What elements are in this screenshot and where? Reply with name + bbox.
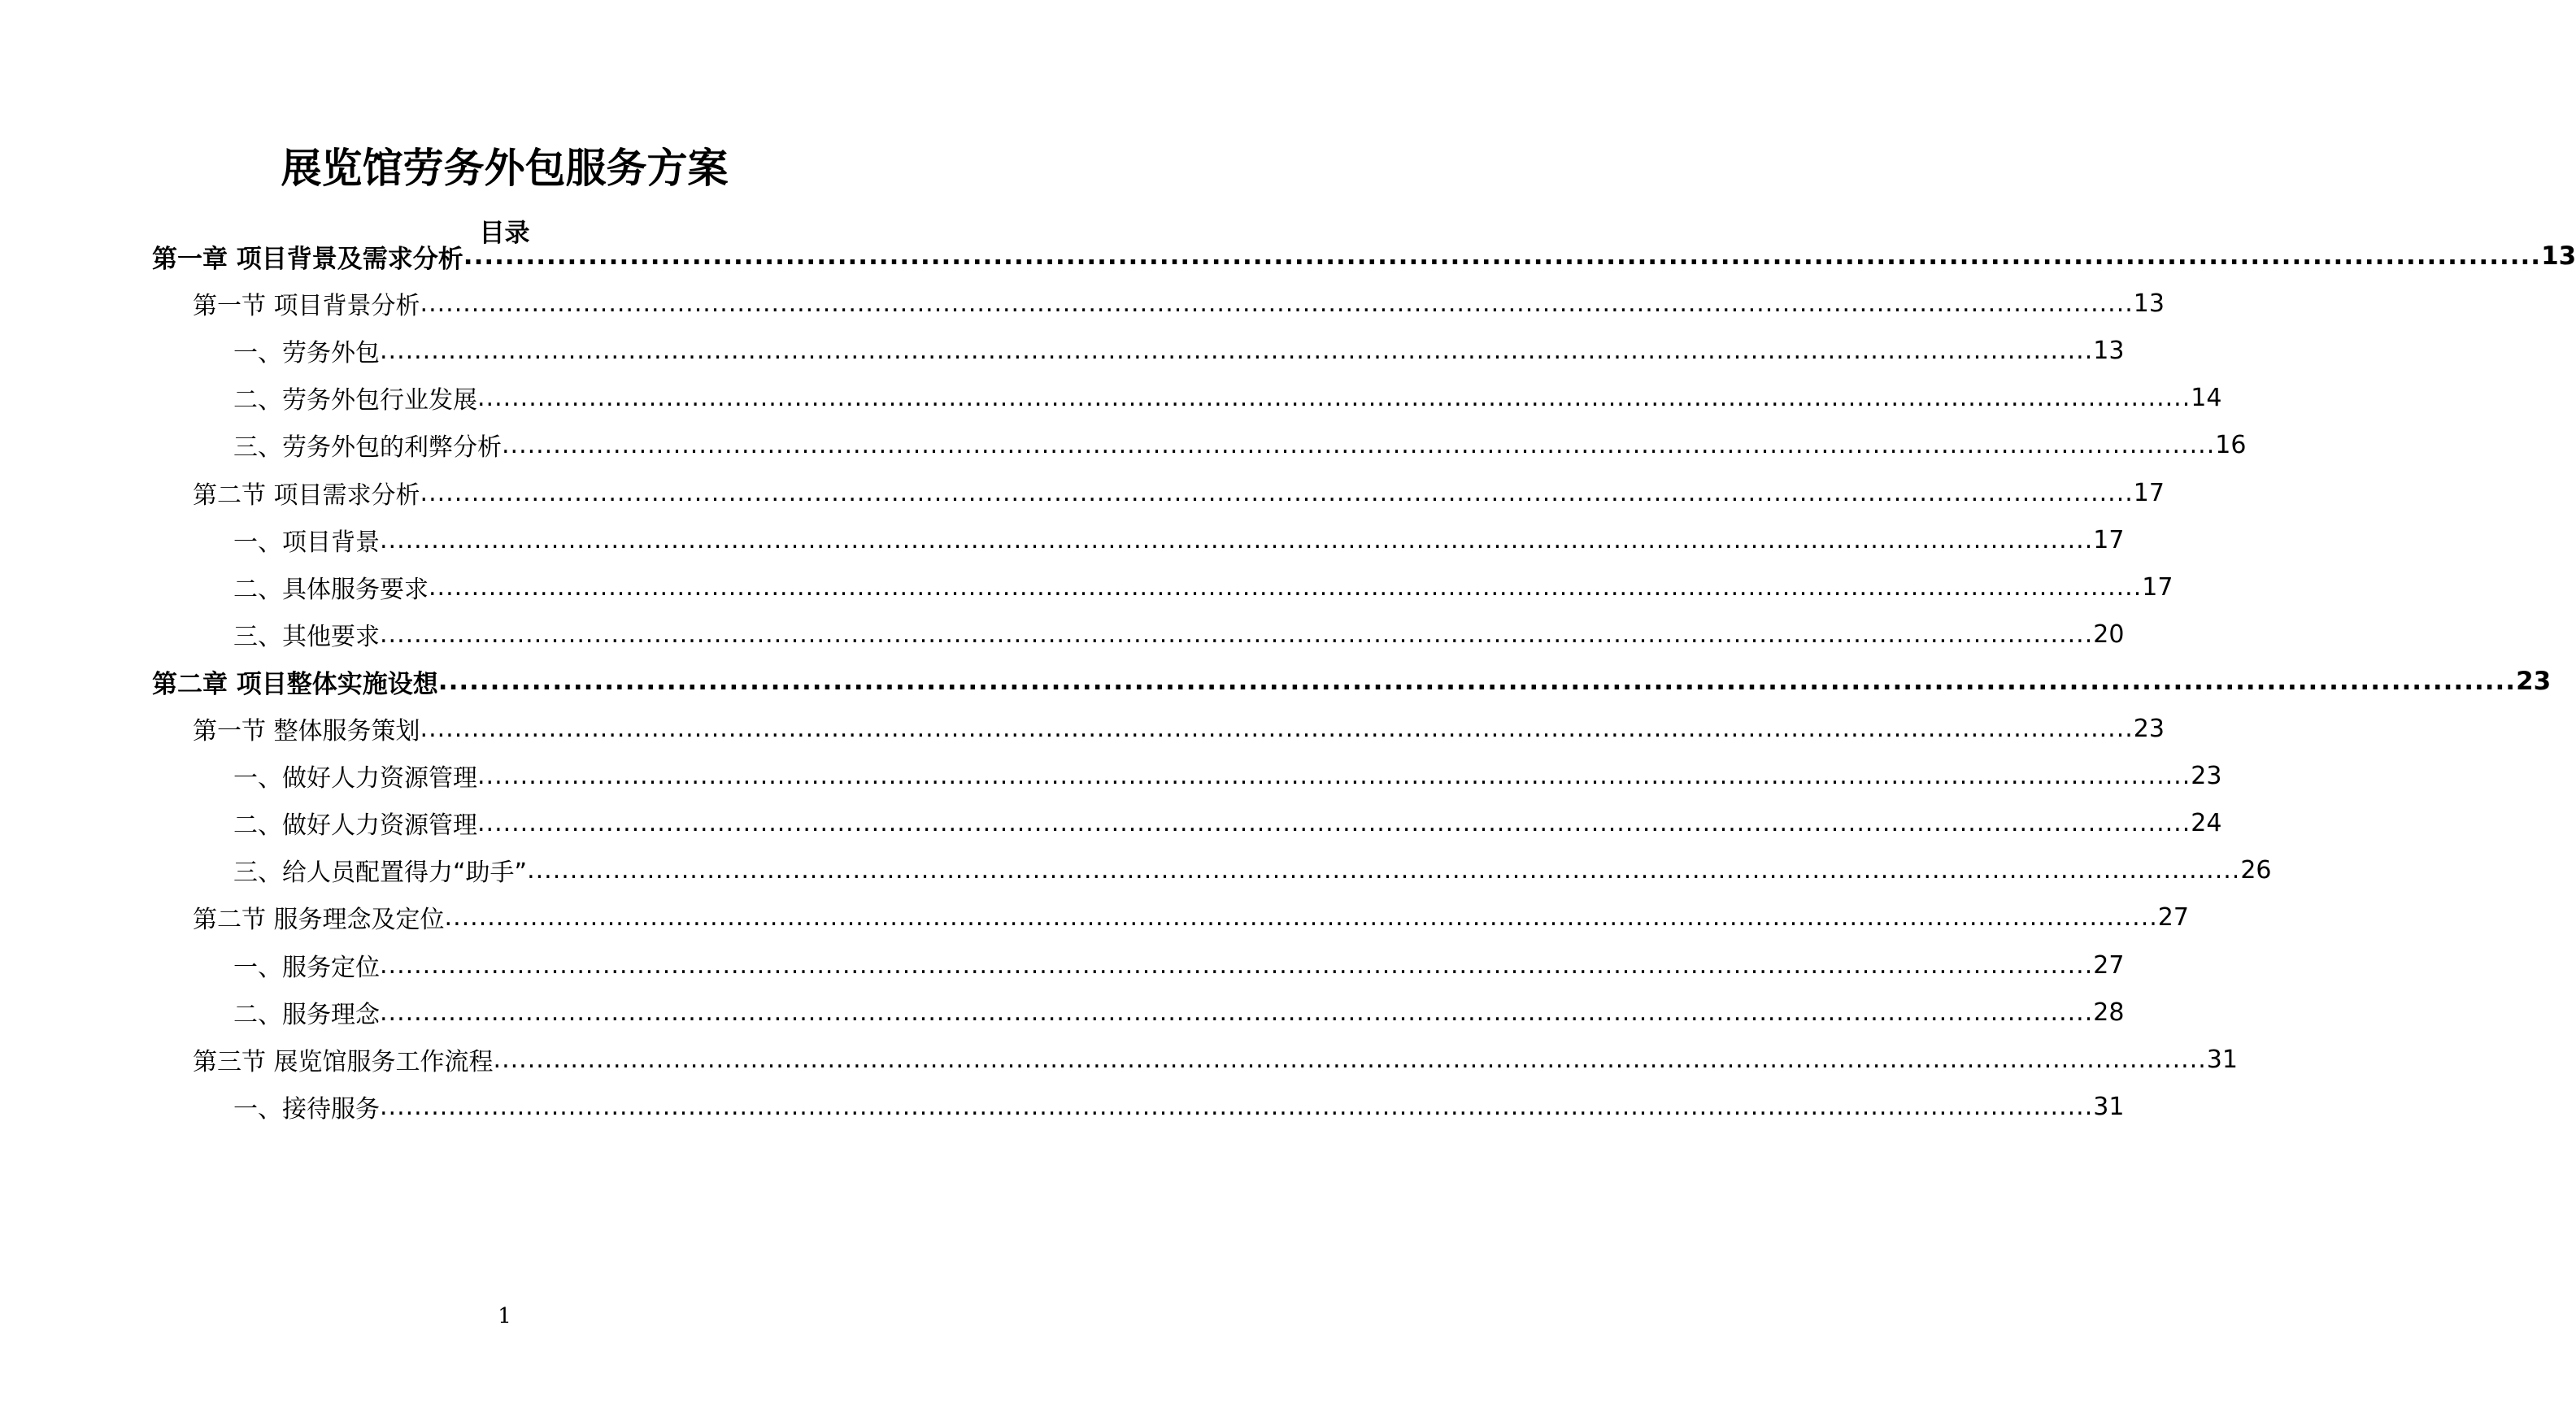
toc-entry[interactable] xyxy=(233,1086,2125,1127)
toc-entry-page: 17 xyxy=(2093,525,2125,554)
toc-entry-label: 二、做好人力资源管理 xyxy=(233,811,477,840)
toc-entry-label: 第二节 项目需求分析 xyxy=(193,481,420,510)
toc-entry[interactable] xyxy=(233,377,2222,418)
toc-entry-page: 13 xyxy=(2133,289,2165,318)
toc-entry[interactable] xyxy=(233,755,2222,796)
toc-entry-page: 16 xyxy=(2215,430,2247,459)
toc-entry-label: 第三节 展览馆服务工作流程 xyxy=(193,1048,494,1076)
toc-entry-page: 13 xyxy=(2093,336,2125,365)
toc-entry-label: 第二节 服务理念及定位 xyxy=(193,906,445,934)
toc-entry-label: 一、项目背景 xyxy=(233,528,380,557)
toc-entry-label: 二、服务理念 xyxy=(233,1001,380,1029)
toc-dot-leader: ........................................................................................................................................................................................................ xyxy=(380,998,2094,1027)
toc-entry-label: 一、劳务外包 xyxy=(233,339,380,367)
toc-dot-leader: ........................................................................................................................................................................................................ xyxy=(420,289,2134,318)
toc-entry-label: 第一章 项目背景及需求分析 xyxy=(152,244,463,274)
toc-dot-leader: ........................................................................................................................................................................................................ xyxy=(463,241,2542,271)
toc-entry-label: 第一节 项目背景分析 xyxy=(193,292,420,320)
toc-dot-leader: ........................................................................................................................................................................................................ xyxy=(527,855,2241,885)
toc-dot-leader: ........................................................................................................................................................................................................ xyxy=(477,761,2191,790)
toc-entry-page: 13 xyxy=(2541,241,2576,271)
document-title: 展览馆劳务外包服务方案 xyxy=(281,145,729,192)
toc-entry[interactable] xyxy=(233,802,2222,843)
toc-dot-leader: ........................................................................................................................................................................................................ xyxy=(477,808,2191,837)
toc-entry[interactable] xyxy=(193,1039,2238,1080)
toc-entry-page: 31 xyxy=(2206,1045,2238,1074)
toc-entry-label: 一、做好人力资源管理 xyxy=(233,764,477,793)
toc-entry-label: 第二章 项目整体实施设想 xyxy=(152,669,438,699)
toc-entry[interactable] xyxy=(193,708,2165,749)
toc-dot-leader: ........................................................................................................................................................................................................ xyxy=(380,525,2094,554)
toc-entry[interactable] xyxy=(233,567,2174,607)
toc-dot-leader: ........................................................................................................................................................................................................ xyxy=(502,430,2216,459)
toc-entry[interactable] xyxy=(193,283,2165,324)
toc-entry-page: 27 xyxy=(2157,902,2189,932)
toc-dot-leader: ........................................................................................................................................................................................................ xyxy=(477,383,2191,412)
toc-dot-leader: ........................................................................................................................................................................................................ xyxy=(444,902,2158,932)
toc-entry[interactable] xyxy=(152,236,2576,276)
toc-heading: 目录 xyxy=(479,219,530,248)
toc-entry[interactable] xyxy=(193,472,2165,513)
toc-entry[interactable] xyxy=(193,897,2189,937)
toc-entry-label: 一、服务定位 xyxy=(233,954,380,982)
toc-entry[interactable] xyxy=(233,614,2125,654)
toc-entry-page: 23 xyxy=(2516,667,2552,696)
toc-entry-label: 第一节 整体服务策划 xyxy=(193,717,420,746)
toc-entry[interactable] xyxy=(233,945,2125,985)
toc-dot-leader: ........................................................................................................................................................................................................ xyxy=(437,667,2517,696)
toc-dot-leader: ........................................................................................................................................................................................................ xyxy=(420,714,2134,743)
toc-entry-page: 31 xyxy=(2093,1092,2125,1121)
toc-entry-label: 二、具体服务要求 xyxy=(233,576,429,604)
toc-entry[interactable] xyxy=(233,520,2125,560)
toc-dot-leader: ........................................................................................................................................................................................................ xyxy=(380,950,2094,980)
toc-entry-page: 20 xyxy=(2093,620,2125,649)
toc-entry-page: 26 xyxy=(2240,855,2272,885)
toc-entry-page: 17 xyxy=(2133,478,2165,507)
toc-dot-leader: ........................................................................................................................................................................................................ xyxy=(380,1092,2094,1121)
toc-entry-label: 三、劳务外包的利弊分析 xyxy=(233,433,502,462)
toc-entry-page: 28 xyxy=(2093,998,2125,1027)
toc-entry-page: 27 xyxy=(2093,950,2125,980)
toc-dot-leader: ........................................................................................................................................................................................................ xyxy=(380,336,2094,365)
toc-entry-label: 三、给人员配置得力“助手” xyxy=(233,859,528,887)
toc-entry-page: 17 xyxy=(2142,572,2174,602)
toc-dot-leader: ........................................................................................................................................................................................................ xyxy=(493,1045,2207,1074)
toc-entry-label: 一、接待服务 xyxy=(233,1095,380,1124)
toc-dot-leader: ........................................................................................................................................................................................................ xyxy=(380,620,2094,649)
page-number: 1 xyxy=(498,1304,511,1328)
toc-entry[interactable] xyxy=(233,424,2247,465)
toc-entry[interactable] xyxy=(233,992,2125,1033)
toc-entry-label: 三、其他要求 xyxy=(233,623,380,651)
toc-entry[interactable] xyxy=(233,850,2272,890)
toc-entry-page: 23 xyxy=(2133,714,2165,743)
toc-entry-page: 23 xyxy=(2191,761,2222,790)
toc-entry[interactable] xyxy=(233,330,2125,371)
toc-dot-leader: ........................................................................................................................................................................................................ xyxy=(420,478,2134,507)
toc-entry-label: 二、劳务外包行业发展 xyxy=(233,386,477,415)
toc-entry-page: 14 xyxy=(2191,383,2222,412)
toc-dot-leader: ........................................................................................................................................................................................................ xyxy=(429,572,2143,602)
toc-entry-page: 24 xyxy=(2191,808,2222,837)
toc-entry[interactable] xyxy=(152,661,2552,702)
